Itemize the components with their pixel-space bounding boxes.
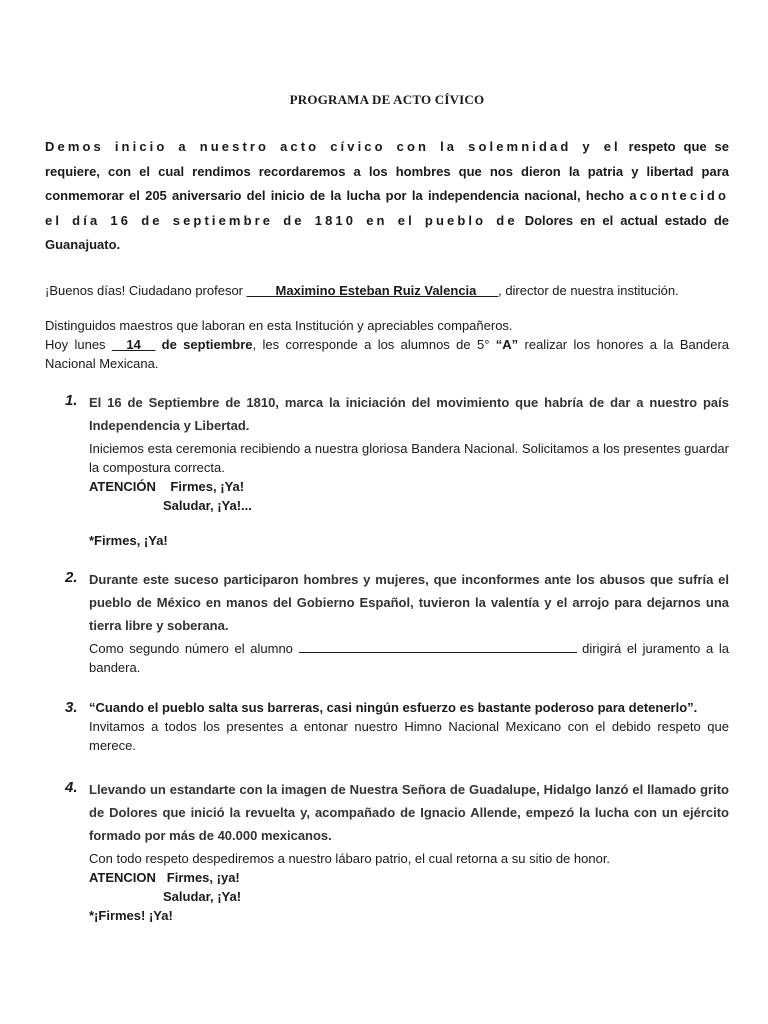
item-number: 4. — [65, 778, 78, 796]
today-after: realizar los honores a la Bandera Nacional Mexicana. — [45, 336, 729, 371]
command-text: Firmes, ¡ya! — [166, 869, 240, 885]
intro-text-1: respeto que se requiere, con el cual rendimos recordaremos a los hombres que nos dieron la patria y libertad para conmemorar el 205 aniversario del inicio de la lucha por la independencia nacional, hecho — [45, 139, 729, 203]
command-text: Saludar, ¡Ya!... — [163, 497, 252, 513]
command-label: ATENCIÓN — [89, 478, 156, 494]
item-number: 1. — [65, 391, 78, 409]
item-text — [89, 639, 729, 677]
director-name: ____Maximino Esteban Ruiz Valencia___ — [246, 282, 499, 298]
command-line — [89, 477, 729, 496]
program-item-2 — [45, 568, 729, 677]
command-line — [89, 496, 729, 515]
intro-text-2: Dolores en el actual estado de Guanajuato. — [45, 212, 729, 252]
greeting-before: ¡Buenos días! Ciudadano profesor — [45, 282, 247, 298]
today-group: “A” — [495, 336, 519, 352]
today-middle: , les corresponde a los alumnos de 5° — [252, 336, 496, 352]
program-list — [45, 391, 729, 925]
command-line — [89, 868, 729, 887]
intro-spaced-2: acontecido el día 16 de septiembre de 1810 en el pueblo de — [45, 188, 729, 228]
item-lead: Llevando un estandarte con la imagen de Nuestra Señora de Guadalupe, Hidalgo lanzó el llamado grito de Dolores que inició la revuelta y, acompañado de Ignacio Allende, empezó la lucha con un ejército formado por más de 40.000 mexicanos. — [89, 781, 729, 843]
greeting-after: , director de nuestra institución. — [498, 282, 679, 298]
item-text-after: dirigirá el juramento a la bandera. — [89, 640, 729, 675]
intro-paragraph — [45, 135, 729, 258]
today-before: Hoy lunes — [45, 336, 112, 352]
intro-spaced-1: Demos inicio a nuestro acto cívico con la solemnidad y el — [45, 139, 621, 154]
item-text-before: Como segundo número el alumno — [89, 640, 299, 656]
item-number: 2. — [65, 568, 78, 586]
item-number: 3. — [65, 698, 78, 716]
today-day: __14__ — [111, 336, 156, 352]
today-paragraph — [45, 335, 729, 373]
program-item-3 — [45, 698, 729, 755]
command-line: *Firmes, ¡Ya! — [89, 532, 168, 548]
command-line: *¡Firmes! ¡Ya! — [89, 907, 173, 923]
item-lead: El 16 de Septiembre de 1810, marca la iniciación del movimiento que habría de dar a nuestro país Independencia y Libertad. — [89, 394, 729, 433]
item-text: Iniciemos esta ceremonia recibiendo a nuestra gloriosa Bandera Nacional. Solicitamos a los presentes guardar la compostura correcta. — [89, 440, 729, 475]
item-lead: “Cuando el pueblo salta sus barreras, casi ningún esfuerzo es bastante poderoso para detenerlo”. — [89, 699, 698, 715]
item-text: Invitamos a todos los presentes a entonar nuestro Himno Nacional Mexicano con el debido respeto que merece. — [89, 718, 729, 753]
document-page — [45, 90, 729, 925]
command-text: Firmes, ¡Ya! — [170, 478, 245, 494]
command-label: ATENCION — [89, 869, 156, 885]
greeting-paragraph — [45, 281, 729, 300]
item-lead: Durante este suceso participaron hombres y mujeres, que inconformes ante los abusos que sufría el pueblo de México en manos del Gobierno Español, tuvieron la valentía y el arrojo para dejarnos una tierra libre y soberana. — [89, 571, 729, 633]
student-blank-line — [299, 639, 577, 653]
command-text: Saludar, ¡Ya! — [163, 888, 242, 904]
program-item-4 — [45, 778, 729, 925]
distinguished-paragraph: Distinguidos maestros que laboran en esta Institución y apreciables compañeros. — [45, 317, 513, 333]
document-title: PROGRAMA DE ACTO CÍVICO — [289, 92, 485, 107]
today-month: de septiembre — [155, 336, 253, 352]
program-item-1 — [45, 391, 729, 550]
item-text: Con todo respeto despediremos a nuestro lábaro patrio, el cual retorna a su sitio de honor. — [89, 850, 611, 866]
command-line — [89, 887, 729, 906]
